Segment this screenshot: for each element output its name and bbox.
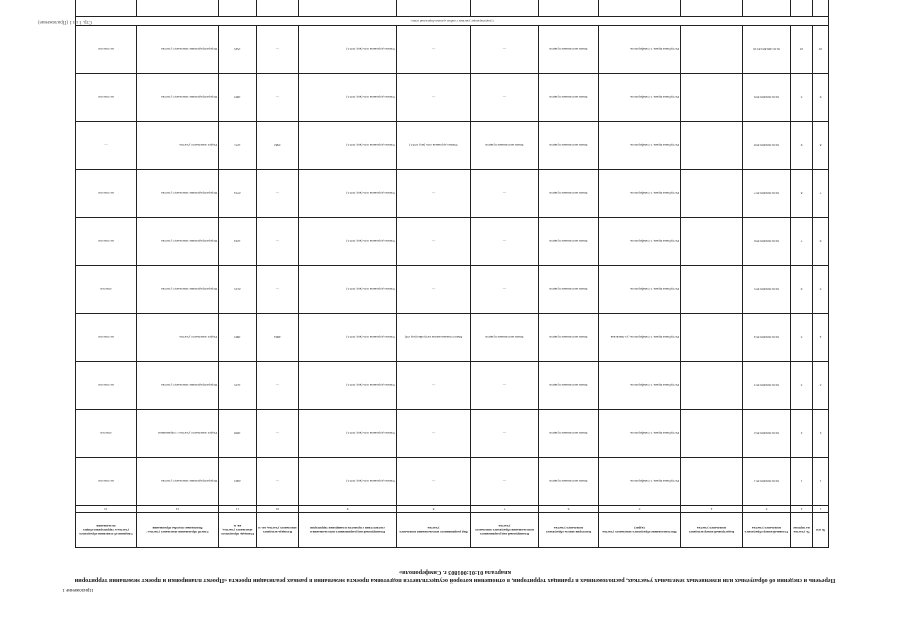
header-cell: Планируемый вид разрешенного использования в соответствии с проектом планировки территории (299, 513, 397, 548)
table-cell: 1003 (219, 74, 257, 122)
column-number: 4 (681, 506, 743, 513)
table-cell: Республика Крым, г. Симферополь (599, 362, 681, 410)
table-row (76, 218, 829, 266)
table-cell: 1803 (219, 314, 257, 362)
table-cell (681, 122, 743, 170)
table-cell: 91:01:001803:ЗУ4 (743, 314, 791, 362)
table-cell: 91:01:001803:ЗУ1 (743, 458, 791, 506)
table-cell: 5 (791, 74, 813, 122)
table-cell (599, 0, 681, 17)
table-cell: 91:01:001803:ЗУ6 (743, 218, 791, 266)
table-cell: не отнесен (76, 314, 137, 362)
table-cell: Республика Крым, г. Симферополь (599, 74, 681, 122)
table-cell: — (257, 218, 299, 266)
table-cell: Улично-дорожная сеть (код 12.0.1) (299, 362, 397, 410)
table-cell: Перераспределение земельного участка (137, 218, 219, 266)
table-cell: 91:01:001803:ЗУ9 (743, 74, 791, 122)
table-cell (813, 0, 829, 17)
table-cell: — (471, 410, 539, 458)
table-cell: — (257, 266, 299, 314)
table-cell: 5 (791, 314, 813, 362)
table-cell: — (257, 170, 299, 218)
header-cell: Кадастровый номер исходного земельного участка (681, 513, 743, 548)
table-cell: 6 (791, 266, 813, 314)
table-cell: — (397, 266, 471, 314)
table-cell (681, 0, 743, 17)
column-number: 7 (471, 506, 539, 513)
table-cell: 8 (791, 170, 813, 218)
table-cell: не отнесен (76, 362, 137, 410)
table-cell: Земли населенных пунктов (471, 314, 539, 362)
table-cell: 3 (791, 362, 813, 410)
table-cell: 2 (813, 410, 829, 458)
table-cell: Земли населенных пунктов (539, 458, 599, 506)
table-cell: Перераспределение земельного участка (137, 362, 219, 410)
table-cell: — (471, 218, 539, 266)
table-cell: 91:01:001803:ЗУ10 (743, 26, 791, 74)
table-cell: 8 (813, 122, 829, 170)
table-cell: не отнесен (76, 26, 137, 74)
table-cell: 1545 (219, 26, 257, 74)
table-cell: Земли населенных пунктов (539, 362, 599, 410)
table-cell: — (257, 362, 299, 410)
table-cell: Республика Крым, г. Симферополь (599, 458, 681, 506)
column-number: 6 (539, 506, 599, 513)
table-cell: 1958 (219, 410, 257, 458)
table-cell: 10 (791, 26, 813, 74)
table-cell (76, 0, 137, 17)
table-cell: Земли населенных пунктов (539, 218, 599, 266)
table-row (76, 458, 829, 506)
table-cell (257, 0, 299, 17)
table-cell: 3 (813, 362, 829, 410)
table-row (76, 26, 829, 74)
table-row (76, 266, 829, 314)
table-cell (471, 0, 539, 17)
table-cell: — (397, 458, 471, 506)
table-cell: 7 (791, 218, 813, 266)
table-cell: 1125 (219, 362, 257, 410)
header-row (76, 513, 829, 548)
column-number: 9 (299, 506, 397, 513)
table-cell: — (471, 170, 539, 218)
table-cell (681, 362, 743, 410)
column-number: 1 (813, 506, 829, 513)
subhead-cell: Существующие участки с видом «улично-дорожной сети» (76, 17, 829, 26)
column-number-row (76, 506, 829, 513)
column-number: 2 (791, 506, 813, 513)
header-cell: Условный номер образуемого земельного участка (743, 513, 791, 548)
table-cell: Перераспределение земельного участка (137, 74, 219, 122)
table-row (76, 410, 829, 458)
column-number: 13 (76, 506, 137, 513)
table-cell: Перераспределение земельного участка (137, 266, 219, 314)
header-cell: Площадь исходного земельного участка, кв. м (257, 513, 299, 548)
table-cell: отнесен (76, 266, 137, 314)
table-cell (681, 458, 743, 506)
table-cell: Улично-дорожная сеть (код 12.0.1) (299, 410, 397, 458)
table-cell (681, 170, 743, 218)
table-cell (397, 0, 471, 17)
header-cell: № участка на чертеже (791, 513, 813, 548)
table-cell (681, 314, 743, 362)
table-cell: — (257, 26, 299, 74)
table-row (76, 314, 829, 362)
table-cell: — (471, 266, 539, 314)
column-number: 5 (599, 506, 681, 513)
table-cell: 9 (813, 74, 829, 122)
table-cell: не отнесен (76, 74, 137, 122)
table-cell: Улично-дорожная сеть (код 12.0.1) (299, 218, 397, 266)
subhead-row (76, 17, 829, 26)
table-cell: Улично-дорожная сеть (код 12.0.1) (299, 266, 397, 314)
table-cell: — (397, 170, 471, 218)
table-cell (539, 0, 599, 17)
table-cell: 4064 (257, 314, 299, 362)
table-cell: 2 (791, 410, 813, 458)
table-cell: Раздел земельного участка с сохранением (137, 410, 219, 458)
table-cell: 1 (813, 458, 829, 506)
table-cell: — (257, 74, 299, 122)
column-number: 11 (219, 506, 257, 513)
table-row (76, 74, 829, 122)
table-cell: Перераспределение земельного участка (137, 458, 219, 506)
header-cell: Площадь образуемого земельного участка, кв. м (219, 513, 257, 548)
table-cell: — (471, 458, 539, 506)
column-number: 10 (257, 506, 299, 513)
table-cell: Республика Крым, г. Симферополь (599, 410, 681, 458)
table-cell: Республика Крым, г. Симферополь (599, 218, 681, 266)
table-cell: 2754 (219, 170, 257, 218)
table-row (76, 0, 829, 17)
table-cell (681, 410, 743, 458)
table-cell: — (76, 122, 137, 170)
table-row (76, 122, 829, 170)
table-cell: Раздел земельного участка (137, 314, 219, 362)
table-cell: 91:01:001803:ЗУ2 (743, 410, 791, 458)
table-cell: Земли населенных пунктов (539, 314, 599, 362)
table-cell: — (471, 26, 539, 74)
table-cell: 2125 (219, 266, 257, 314)
table-cell: Улично-дорожная сеть (код 12.0.1) (299, 74, 397, 122)
table-cell: Республика Крым, г. Симферополь (599, 266, 681, 314)
table-cell: Земли населенных пунктов (539, 122, 599, 170)
table-cell: 1 (791, 458, 813, 506)
table-cell: 1271 (219, 122, 257, 170)
table-cell: 91:01:001803:ЗУ7 (743, 170, 791, 218)
table-cell: не отнесен (76, 170, 137, 218)
table-cell: не отнесен (76, 218, 137, 266)
table-cell: — (471, 74, 539, 122)
header-cell: Планируемый вид разрешенного использования образуемого земельного участка (471, 513, 539, 548)
header-cell: Способ образования земельного участка / Возможные способы образования (137, 513, 219, 548)
table-cell: Республика Крым, г. Симферополь (599, 26, 681, 74)
table-cell: не отнесен (76, 458, 137, 506)
register-table (75, 0, 829, 548)
table-cell: Раздел земельного участка (137, 122, 219, 170)
column-number: 12 (137, 506, 219, 513)
column-number: 3 (743, 506, 791, 513)
table-row (76, 170, 829, 218)
table-cell: — (397, 74, 471, 122)
table-cell (681, 218, 743, 266)
table-cell: — (471, 362, 539, 410)
table-cell (791, 0, 813, 17)
table-cell: Республика Крым, г. Симферополь (599, 122, 681, 170)
table-cell: — (257, 458, 299, 506)
table-cell (219, 0, 257, 17)
header-cell: Местоположение образуемого земельного участка (адрес) (599, 513, 681, 548)
table-cell: Перераспределение земельного участка (137, 26, 219, 74)
table-cell: Земли населенных пунктов (539, 170, 599, 218)
table-cell: Улично-дорожная сеть (код 12.0.1) (299, 170, 397, 218)
table-cell: Земли населенных пунктов (539, 410, 599, 458)
header-cell: № п/п (813, 513, 829, 548)
table-cell: 4 (813, 314, 829, 362)
table-cell (299, 0, 397, 17)
table-cell (743, 0, 791, 17)
table-cell: 1234 (219, 218, 257, 266)
table-cell: 2463 (219, 458, 257, 506)
table-cell: Улично-дорожная сеть (код 12.0.1) (299, 26, 397, 74)
table-cell: 7 (813, 170, 829, 218)
header-cell: Категория земель образуемого земельного участка (539, 513, 599, 548)
table-cell (681, 26, 743, 74)
table-cell: Улично-дорожная сеть (код 12.0.1) (299, 458, 397, 506)
table-cell: — (397, 218, 471, 266)
table-cell: Земли населенных пунктов (539, 266, 599, 314)
table-cell: — (397, 26, 471, 74)
table-cell (137, 0, 219, 17)
table-cell: Многоэтажная жилая застройка (код 2.6) (397, 314, 471, 362)
table-cell: — (257, 410, 299, 458)
table-cell: Республика Крым, г. Симферополь (599, 170, 681, 218)
header-cell: Вид разрешенного использования земельного участка (397, 513, 471, 548)
table-cell (681, 266, 743, 314)
table-cell: Перераспределение земельного участка (137, 170, 219, 218)
corner-note: Стр. 1 из 1 (Приложение) (37, 19, 92, 24)
table-cell: Земли населенных пунктов (539, 74, 599, 122)
document-title: Перечень и сведения об образуемых или изменяемых земельных участках, расположенных в границах территории, в отношении которой осуществляется подготовка проекта межевания в рамках реализации проекта «Проект планировки и проект межевания территории квартала 01:01:001803 г. Симферополя» (74, 569, 836, 584)
table-cell: Республика Крым, г. Симферополь, ул. Киевская (599, 314, 681, 362)
table-cell: отнесен (76, 410, 137, 458)
table-cell: 3382 (257, 122, 299, 170)
table-cell: 5 (813, 266, 829, 314)
table-cell: Улично-дорожная сеть (код 12.0.1) (299, 314, 397, 362)
table-row (76, 362, 829, 410)
column-number: 8 (397, 506, 471, 513)
table-cell: Земли населенных пунктов (471, 122, 539, 170)
table-cell (681, 74, 743, 122)
appendix-label: Приложение 1 (62, 587, 93, 592)
table-cell: 10 (813, 26, 829, 74)
table-cell: 91:01:001803:ЗУ8 (743, 122, 791, 170)
table-cell: 91:01:001803:ЗУ5 (743, 266, 791, 314)
table-cell: — (397, 362, 471, 410)
table-cell: Земли населенных пунктов (539, 26, 599, 74)
table-cell: — (397, 410, 471, 458)
table-cell: 6 (813, 218, 829, 266)
header-cell: Сведения об отнесении образуемого участка к территориям общего пользования (76, 513, 137, 548)
table-cell: 91:01:001803:ЗУ3 (743, 362, 791, 410)
table-cell: Улично-дорожная сеть (код 12.0.1) (397, 122, 471, 170)
table-cell: Улично-дорожная сеть (код 12.0.1) (299, 122, 397, 170)
table-cell: 9 (791, 122, 813, 170)
